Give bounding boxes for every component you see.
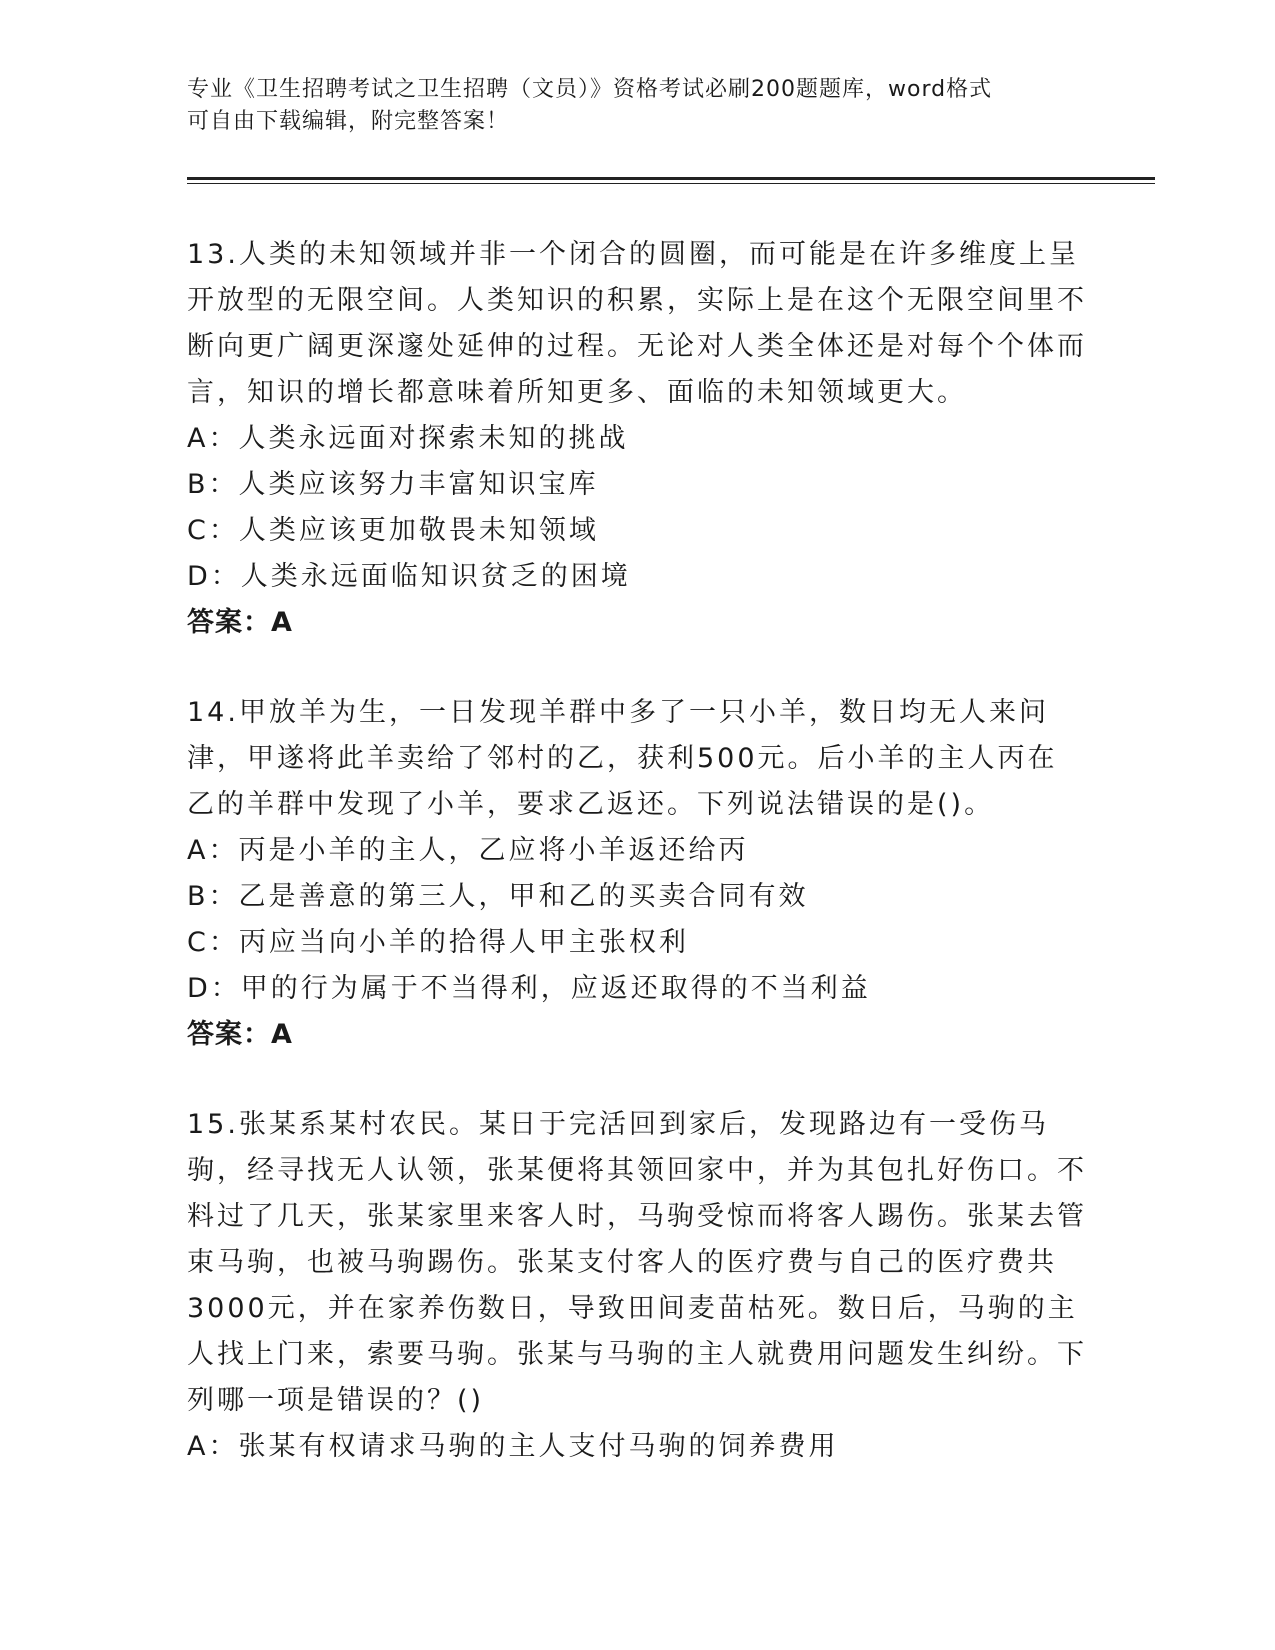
- option-b: B：乙是善意的第三人，甲和乙的买卖合同有效: [187, 881, 809, 912]
- header-divider-thick: [187, 177, 1155, 180]
- question-stem: 14.甲放羊为生，一日发现羊群中多了一只小羊，数日均无人来问津，甲遂将此羊卖给了邻村的乙，获利500元。后小羊的主人丙在乙的羊群中发现了小羊，要求乙返还。下列说法错误的是()。: [187, 697, 1058, 820]
- header-line-1: 专业《卫生招聘考试之卫生招聘（文员）》资格考试必刷200题题库，word格式: [187, 77, 993, 102]
- header-line-2: 可自由下载编辑，附完整答案！: [187, 109, 510, 134]
- question-stem: 15.张某系某村农民。某日于完活回到家后，发现路边有一受伤马驹，经寻找无人认领，张某便将其领回家中，并为其包扎好伤口。不料过了几天，张某家里来客人时，马驹受惊而将客人踢伤。张某去管束马驹，也被马驹踢伤。张某支付客人的医疗费与自己的医疗费共3000元，并在家养伤数日，导致田间麦苗枯死。数日后，马驹的主人找上门来，索要马驹。张某与马驹的主人就费用问题发生纠纷。下列哪一项是错误的？(): [187, 1109, 1087, 1416]
- answer-label: 答案：A: [187, 1019, 293, 1050]
- option-a: A：张某有权请求马驹的主人支付马驹的饲养费用: [187, 1431, 839, 1462]
- question-list: [187, 232, 1087, 1514]
- header-divider-thin: [187, 183, 1155, 184]
- option-c: C：人类应该更加敬畏未知领域: [187, 515, 599, 546]
- option-b: B：人类应该努力丰富知识宝库: [187, 469, 599, 500]
- question-14: [187, 690, 1087, 1058]
- question-13: [187, 232, 1087, 646]
- option-a: A：人类永远面对探索未知的挑战: [187, 423, 629, 454]
- answer-label: 答案：A: [187, 607, 293, 638]
- option-a: A：丙是小羊的主人，乙应将小羊返还给丙: [187, 835, 749, 866]
- question-15: [187, 1102, 1087, 1470]
- option-d: D：人类永远面临知识贫乏的困境: [187, 561, 631, 592]
- document-header: [187, 74, 1067, 138]
- option-d: D：甲的行为属于不当得利，应返还取得的不当利益: [187, 973, 871, 1004]
- option-c: C：丙应当向小羊的拾得人甲主张权利: [187, 927, 689, 958]
- question-stem: 13.人类的未知领域并非一个闭合的圆圈，而可能是在许多维度上呈开放型的无限空间。人类知识的积累，实际上是在这个无限空间里不断向更广阔更深邃处延伸的过程。无论对人类全体还是对每个个体而言，知识的增长都意味着所知更多、面临的未知领域更大。: [187, 239, 1087, 408]
